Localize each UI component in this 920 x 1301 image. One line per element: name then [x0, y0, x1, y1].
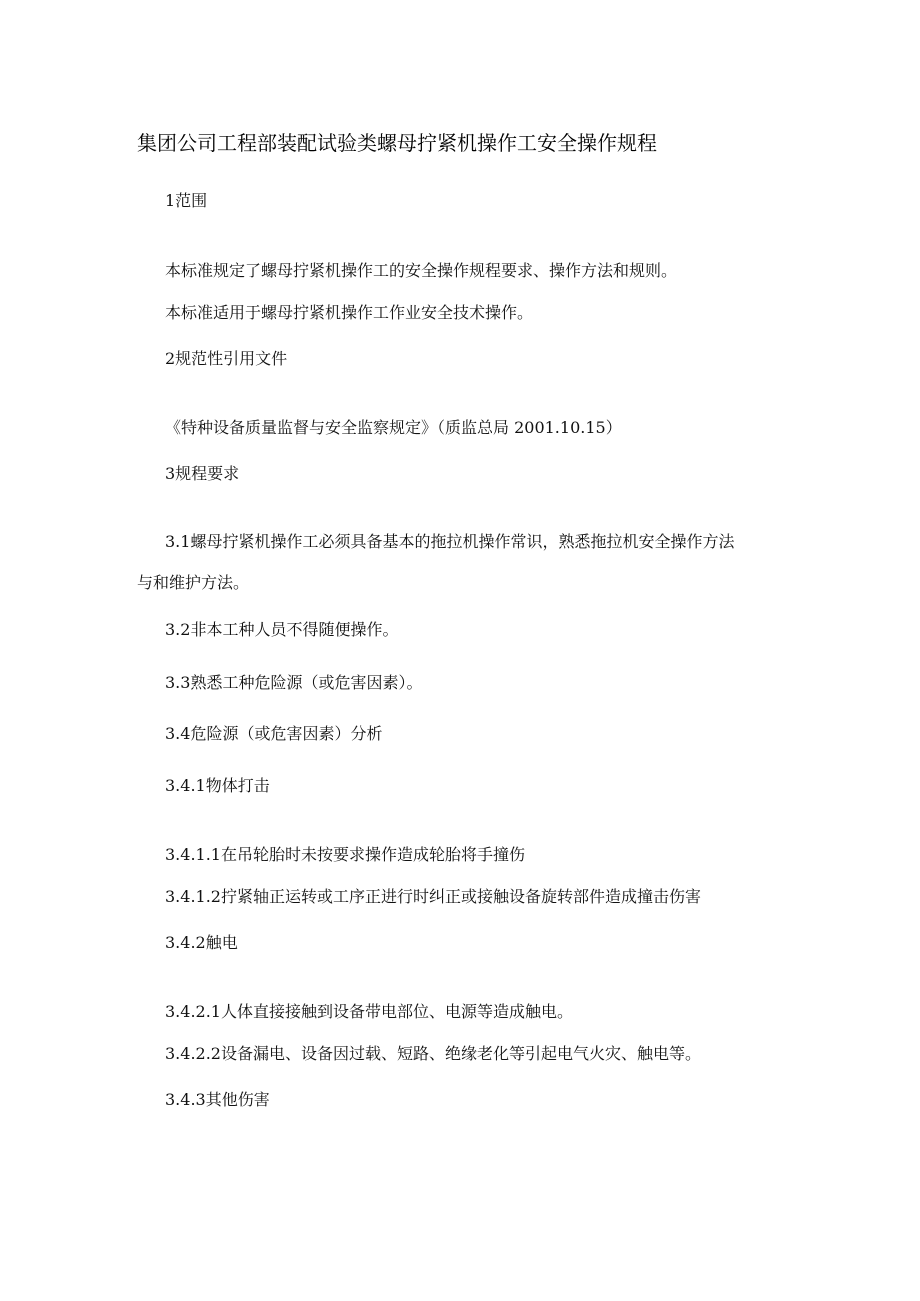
clause-3-4-2: 3.4.2触电 — [165, 933, 238, 952]
clause-3-1: 3.1螺母拧紧机操作工必须具备基本的拖拉机操作常识，熟悉拖拉机安全操作方法 — [165, 532, 735, 551]
reference-citation: 《特种设备质量监督与安全监察规定》（质监总局 2001.10.15） — [165, 418, 622, 437]
clause-3-4: 3.4危险源（或危害因素）分析 — [165, 724, 383, 743]
clause-3-4-3: 3.4.3其他伤害 — [165, 1090, 270, 1109]
clause-3-3: 3.3熟悉工种危险源（或危害因素）。 — [165, 673, 423, 692]
paragraph: 本标准规定了螺母拧紧机操作工的安全操作规程要求、操作方法和规则。 — [165, 261, 678, 280]
clause-3-4-1-2: 3.4.1.2拧紧轴正运转或工序正进行时纠正或接触设备旋转部件造成撞击伤害 — [165, 887, 701, 906]
clause-3-2: 3.2非本工种人员不得随便操作。 — [165, 620, 399, 639]
section-3-heading: 3规程要求 — [165, 464, 240, 483]
clause-3-4-2-2: 3.4.2.2设备漏电、设备因过载、短路、绝缘老化等引起电气火灾、触电等。 — [165, 1044, 701, 1063]
section-2-heading: 2规范性引用文件 — [165, 349, 288, 368]
document-title: 集团公司工程部装配试验类螺母拧紧机操作工安全操作规程 — [137, 131, 657, 155]
section-1-heading: 1范围 — [165, 191, 208, 210]
clause-3-4-1: 3.4.1物体打击 — [165, 776, 270, 795]
clause-3-4-2-1: 3.4.2.1人体直接接触到设备带电部位、电源等造成触电。 — [165, 1002, 573, 1021]
clause-3-1-continued: 与和维护方法。 — [137, 573, 250, 592]
paragraph: 本标准适用于螺母拧紧机操作工作业安全技术操作。 — [165, 303, 534, 322]
clause-3-4-1-1: 3.4.1.1在吊轮胎时未按要求操作造成轮胎将手撞伤 — [165, 845, 525, 864]
